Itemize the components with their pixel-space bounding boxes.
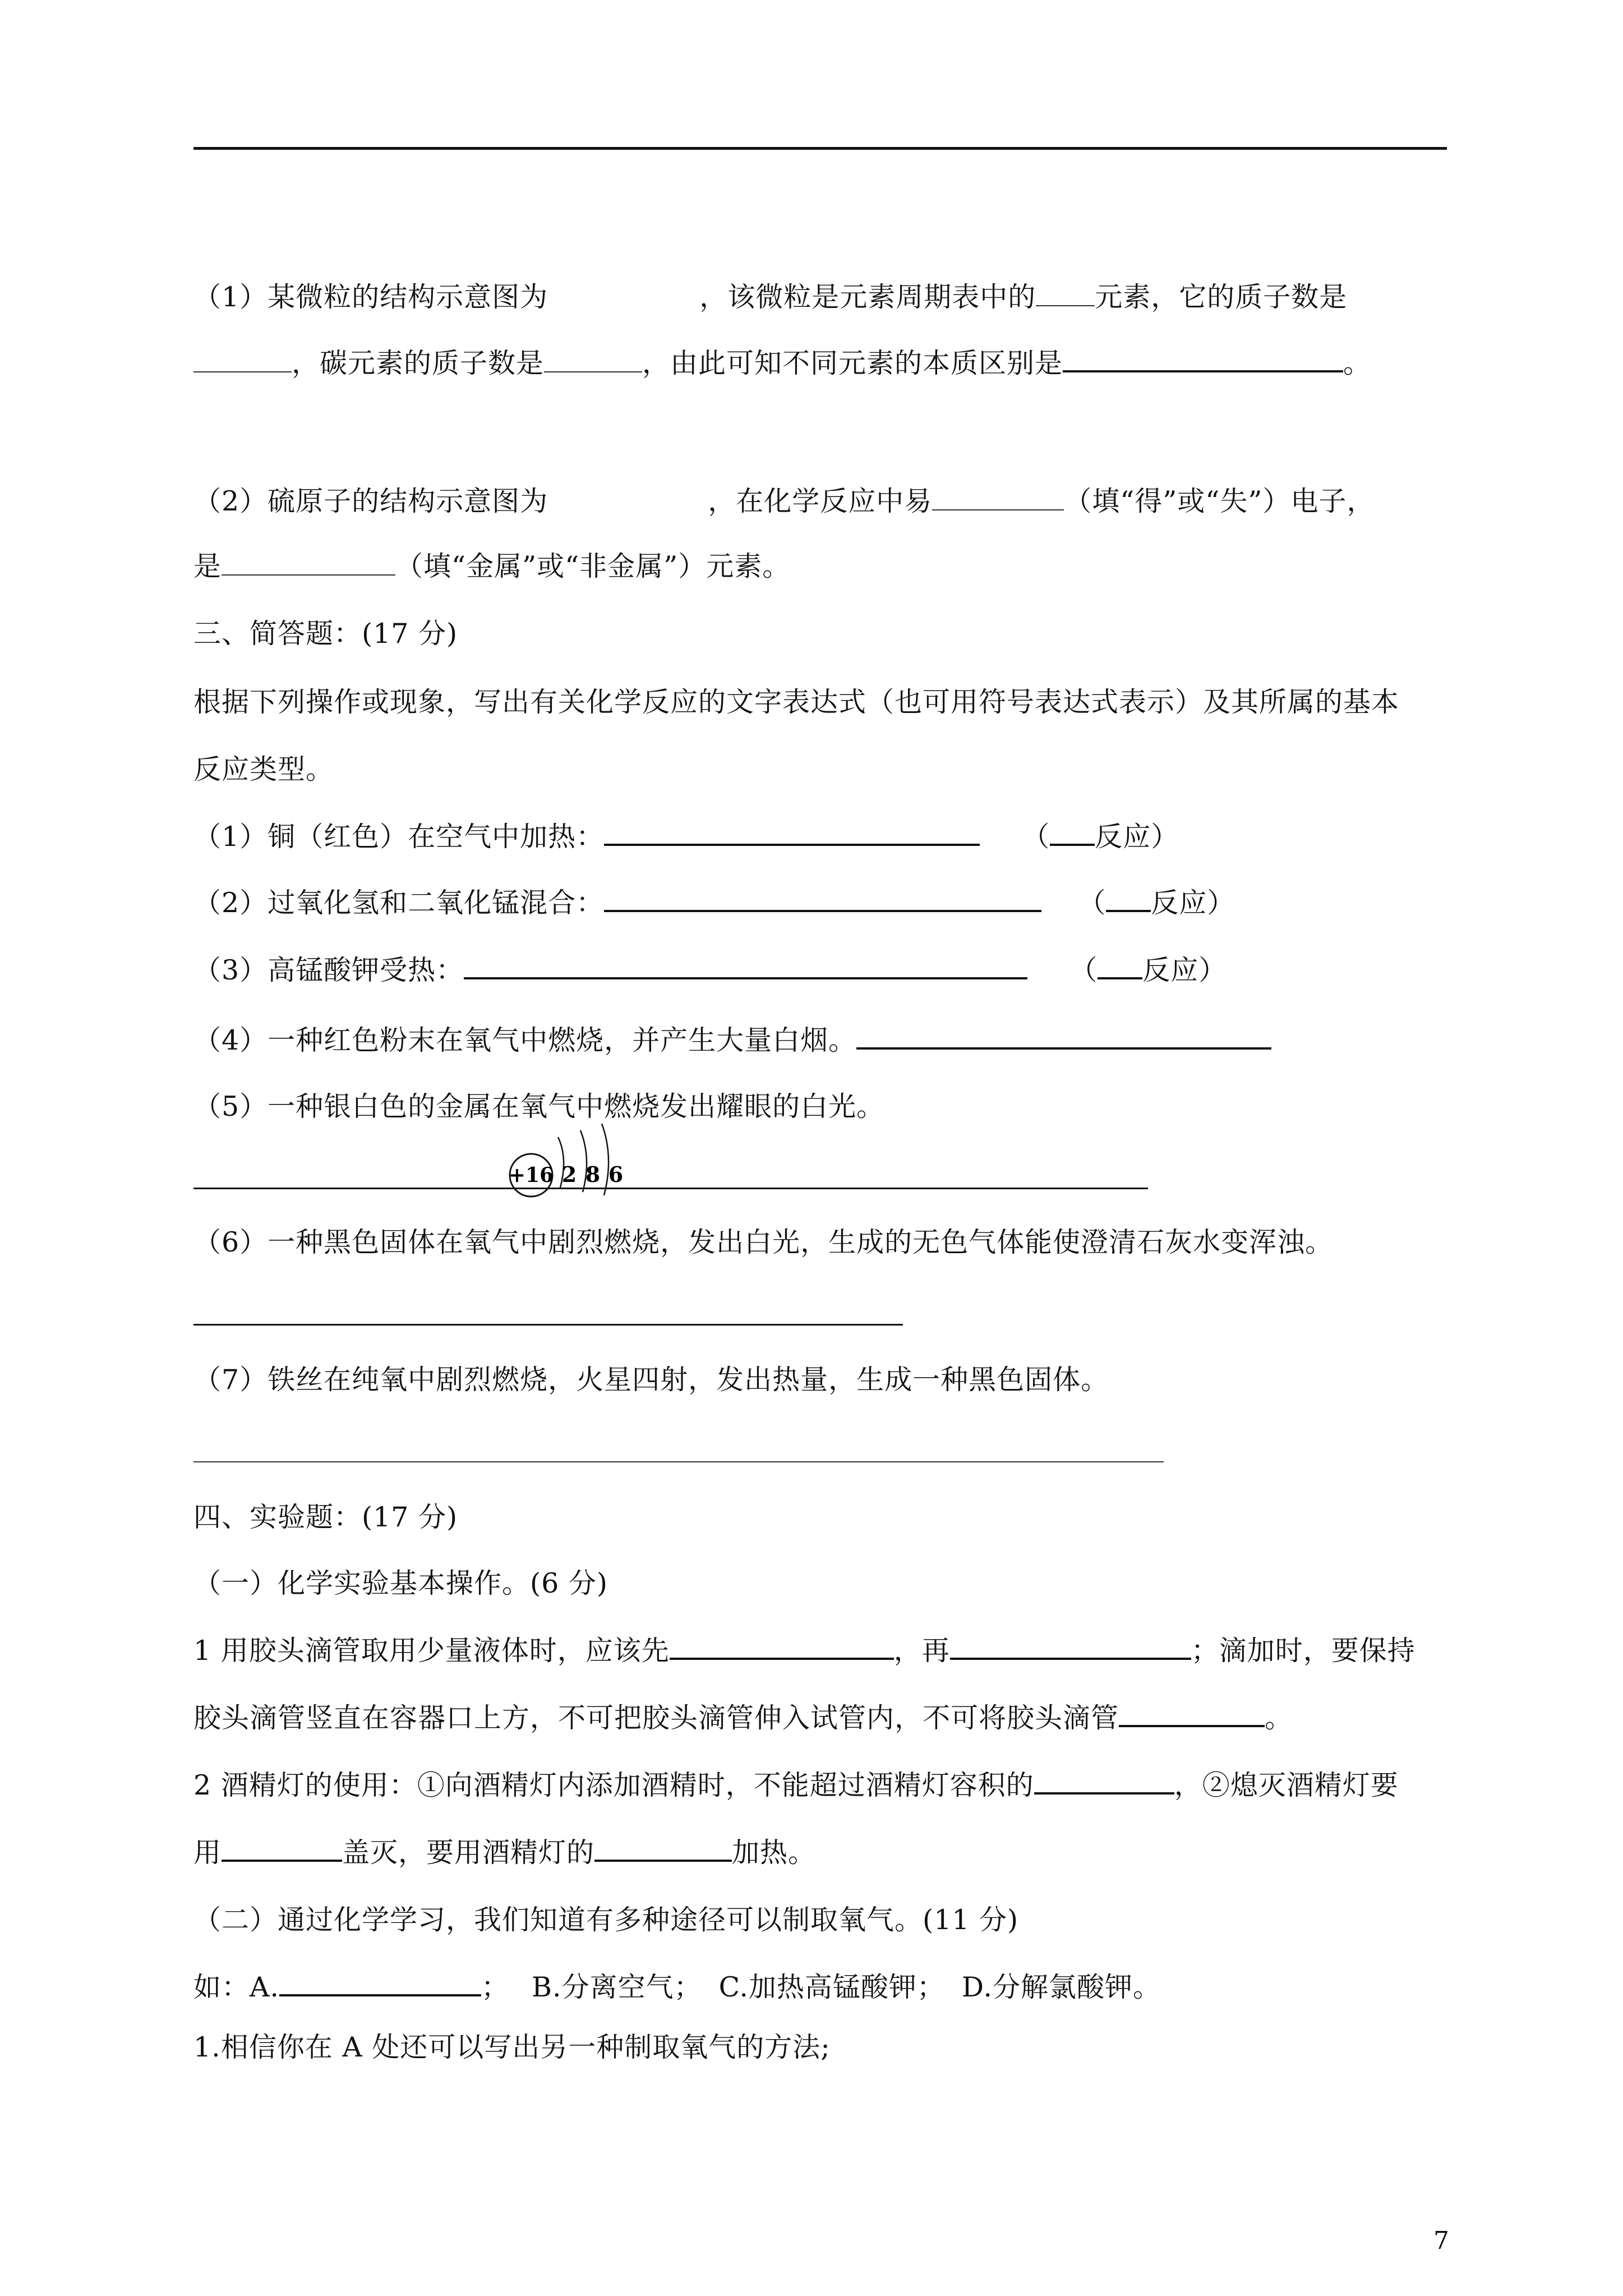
s3-item-2 [193,886,1235,920]
page-number: 7 [1433,2226,1449,2255]
q1-text-d: ，碳元素的质子数是 [292,347,545,379]
s3-item-1 [193,820,1179,854]
q2-text-b: ，在化学反应中易 [708,485,933,517]
s3-item-2-type-blank[interactable] [1106,910,1151,912]
s3-item-6: （6）一种黑色固体在氧气中剧烈燃烧，发出白光，生成的无色气体能使澄清石灰水变浑浊。 [193,1226,1334,1258]
section3-intro-1: 根据下列操作或现象，写出有关化学反应的文字表达式（也可用符号表达式表示）及其所属的基本 [193,686,1400,718]
section3-heading: 三、简答题：(17 分) [193,618,458,650]
q2-text-a: （2）硫原子的结构示意图为 [193,485,548,517]
q1-answer-blank-1[interactable] [1036,305,1095,306]
section4-part2-heading: （二）通过化学学习，我们知道有多种途径可以制取氧气。(11 分) [193,1904,1019,1936]
section4-heading: 四、实验题：(17 分) [193,1501,458,1533]
s4-p1-text-c: ；滴加时，要保持 [1191,1635,1415,1667]
s4-p1-blank-1[interactable] [670,1658,894,1660]
s4-p2-option-d: D.分解氯酸钾。 [961,1971,1161,2003]
s4-p1-line-3 [193,1769,1399,1802]
s4-p1-text-i: 盖灭，要用酒精灯的 [342,1837,595,1869]
header-rule [193,147,1447,150]
s4-p2-line-1 [193,1971,1161,2004]
s3-item-7-answer-line[interactable] [193,1461,1164,1462]
s3-item-1-type-label: 反应） [1095,821,1179,853]
atom-shell-1-count: 2 [561,1162,577,1187]
s3-item-4-blank[interactable] [856,1047,1271,1050]
s3-item-5: （5）一种银白色的金属在氧气中燃烧发出耀眼的白光。 [193,1091,885,1122]
q1-line-1 [193,280,1347,314]
s4-p1-text-h: 用 [193,1837,222,1869]
s4-p2-line-2: 1.相信你在 A 处还可以写出另一种制取氧气的方法; [193,2031,831,2063]
section4-part1-heading: （一）化学实验基本操作。(6 分) [193,1567,608,1599]
s3-item-3-type-blank[interactable] [1098,977,1142,979]
s3-item-4-text: （4）一种红色粉末在氧气中燃烧，并产生大量白烟。 [193,1024,857,1056]
q1-answer-blank-4[interactable] [1063,370,1343,372]
s3-item-3-paren: （ [1069,954,1098,986]
s3-item-6-answer-line[interactable] [193,1324,903,1326]
s4-p1-text-b: ，再 [893,1635,950,1667]
s3-item-3 [193,954,1227,987]
s4-p1-text-e: 。 [1265,1702,1293,1734]
q1-answer-blank-2[interactable] [193,371,292,372]
s4-p1-text-d: 胶头滴管竖直在容器口上方，不可把胶头滴管伸入试管内，不可将胶头滴管 [193,1702,1119,1734]
s4-p1-text-a: 1 用胶头滴管取用少量液体时，应该先 [193,1635,670,1667]
q1-text-c: 元素，它的质子数是 [1095,281,1348,313]
s4-p1-text-j: 加热。 [732,1837,817,1869]
q1-text-b: ，该微粒是元素周期表中的 [699,281,1036,313]
s4-p1-blank-5[interactable] [222,1860,342,1862]
q2-line-2 [193,550,790,583]
s4-p2-blank-a[interactable] [279,1994,481,1996]
s4-p1-blank-4[interactable] [1034,1792,1174,1795]
s3-item-3-text: （3）高锰酸钾受热： [193,954,464,986]
atom-structure-icon [502,1114,648,1198]
q2-text-d: 是 [193,550,222,582]
q2-text-e: （填“金属”或“非金属”）元素。 [395,550,791,582]
s4-p1-blank-6[interactable] [594,1860,732,1862]
q1-answer-blank-3[interactable] [544,371,642,372]
atom-shell-3-count: 6 [608,1162,624,1187]
s3-item-2-type-label: 反应） [1151,887,1235,919]
s4-p1-line-1 [193,1634,1415,1668]
q2-answer-blank-2[interactable] [222,574,395,576]
s3-item-3-blank[interactable] [464,977,1027,979]
s4-p1-blank-2[interactable] [950,1658,1191,1660]
s3-item-1-blank[interactable] [604,844,980,846]
atom-shell-2-count: 8 [585,1162,601,1187]
sulfur-atom-diagram [502,1114,648,1198]
atom-nucleus-label: +16 [508,1163,554,1187]
s4-p2-option-a: 如：A. [193,1971,279,2003]
s3-item-3-type-label: 反应） [1142,954,1227,986]
s3-item-1-paren: （ [1022,821,1050,853]
s3-item-4 [193,1024,1271,1057]
s4-p1-blank-3[interactable] [1119,1725,1265,1727]
s3-item-5-answer-line[interactable] [193,1188,1148,1189]
q1-text-a: （1）某微粒的结构示意图为 [193,281,548,313]
s4-p2-option-b: B.分离空气； [531,1971,702,2003]
s3-item-2-paren: （ [1078,887,1106,919]
s3-item-2-blank[interactable] [604,910,1041,912]
s3-item-7: （7）铁丝在纯氧中剧烈燃烧，火星四射，发出热量，生成一种黑色固体。 [193,1364,1109,1396]
s4-p1-text-g: ，②熄灭酒精灯要 [1174,1769,1399,1801]
s4-p2-sep: ； [481,1971,509,2003]
s4-p1-line-4 [193,1836,816,1870]
s4-p2-option-c: C.加热高锰酸钾； [718,1971,945,2003]
s4-p1-text-f: 2 酒精灯的使用：①向酒精灯内添加酒精时，不能超过酒精灯容积的 [193,1769,1034,1801]
section3-intro-2: 反应类型。 [193,753,334,785]
s3-item-2-text: （2）过氧化氢和二氧化锰混合： [193,887,605,919]
q1-text-f: 。 [1343,347,1372,379]
q2-line-1 [193,485,1375,518]
q2-text-c: （填“得”或“失”）电子， [1064,485,1375,517]
q1-text-e: ，由此可知不同元素的本质区别是 [642,347,1063,379]
s4-p1-line-2 [193,1701,1293,1735]
q1-line-2 [193,347,1371,380]
q2-answer-blank-1[interactable] [932,509,1064,510]
s3-item-1-text: （1）铜（红色）在空气中加热： [193,821,605,853]
s3-item-1-type-blank[interactable] [1050,844,1095,846]
